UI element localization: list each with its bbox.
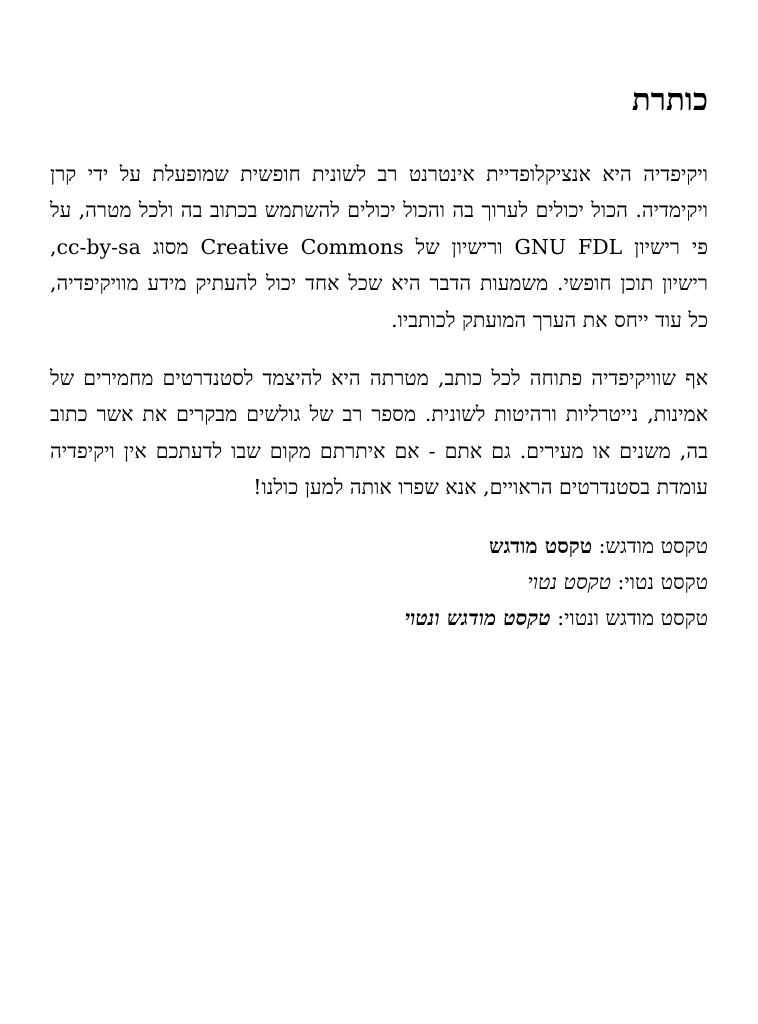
bold-italic-sample: טקסט מודגש ונטוי xyxy=(404,606,551,631)
document-page xyxy=(50,78,708,637)
italic-sample: טקסט נטוי xyxy=(527,570,611,595)
bold-sample: טקסט מודגש xyxy=(489,533,593,558)
italic-label: טקסט נטוי: xyxy=(617,570,708,595)
text-style-samples xyxy=(50,528,708,637)
bold-label: טקסט מודגש: xyxy=(598,533,708,558)
bold-sample-line xyxy=(50,528,708,564)
page-title: כותרת xyxy=(631,82,708,118)
bold-italic-sample-line xyxy=(50,600,708,636)
italic-sample-line xyxy=(50,564,708,600)
paragraph-intro: ויקיפדיה היא אנציקלופדיית אינטרנט רב לשונית חופשית שמופעלת על ידי קרן ויקימדיה. הכול יכולים לערוך בה והכול יכולים להשתמש בכתוב בה ולכל מטרה, על פי רישיון GNU FDL ורישיון של Creative Commons מסוג cc-by-sa, רישיון תוכן חופשי. משמעות הדבר היא שכל אחד יכול להעתיק מידע מוויקיפדיה, כל עוד ייחס את הערך המועתק לכותביו. xyxy=(50,162,709,332)
bold-italic-label: טקסט מודגש ונטוי: xyxy=(557,606,708,631)
paragraph-standards: אף שוויקיפדיה פתוחה לכל כותב, מטרתה היא להיצמד לסטנדרטים מחמירים של אמינות, נייטרליות ורהיטות לשונית. מספר רב של גולשים מבקרים את אשר כתוב בה, משנים או מעירים. גם אתם - אם איתרתם מקום שבו לדעתכם אין ויקיפדיה עומדת בסטנדרטים הראויים, אנא שפרו אותה למען כולנו! xyxy=(50,366,708,500)
